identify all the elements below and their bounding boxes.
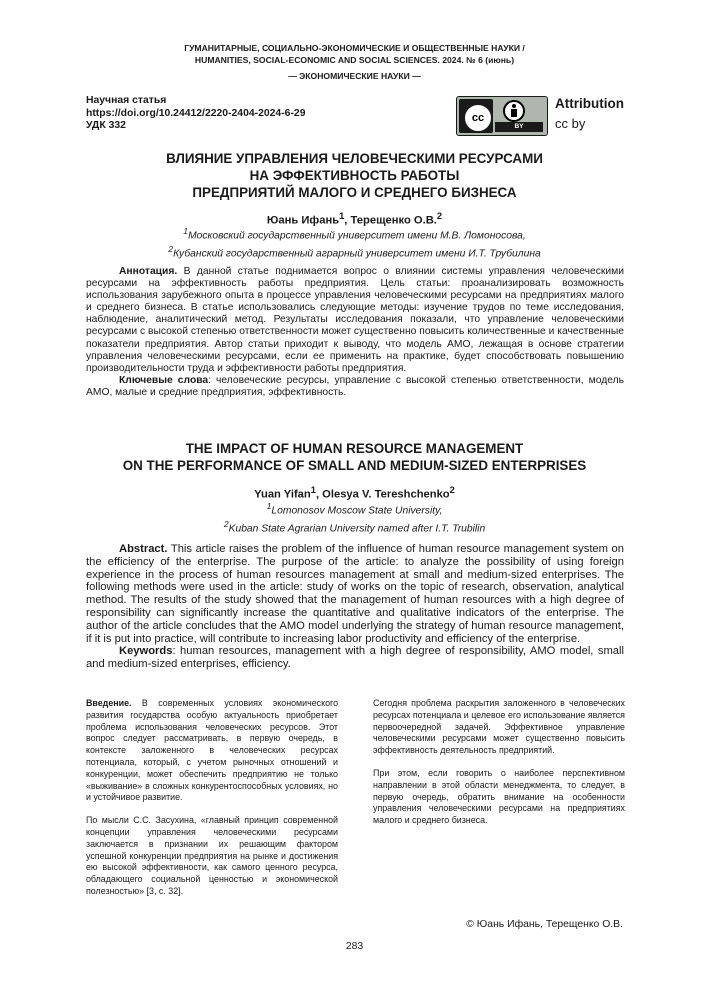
title-ru-line: ПРЕДПРИЯТИЙ МАЛОГО И СРЕДНЕГО БИЗНЕСА: [192, 185, 517, 200]
license-ccby: cc by: [555, 116, 586, 131]
abstract-ru: [86, 266, 624, 399]
journal-header-ru: ГУМАНИТАРНЫЕ, СОЦИАЛЬНО-ЭКОНОМИЧЕСКИЕ И ОБЩЕСТВЕННЫЕ НАУКИ /: [184, 43, 525, 53]
body-column-left: [86, 698, 338, 908]
paragraph: При этом, если говорить о наиболее перспективном направлении в этой области менеджмента, то следует, в первую очередь, обратить внимание на особенности управления человеческими ресурсами на предприятиях малого и среднего бизнеса.: [373, 767, 625, 826]
author-name: Терещенко О.В.: [350, 214, 437, 227]
page-number: 283: [345, 941, 364, 952]
author-name: Yuan Yifan: [254, 488, 311, 501]
title-ru: [0, 150, 709, 201]
affiliation: $^2$Kuban State Agrarian University named after I.T. Trubilin: [223, 519, 486, 535]
paragraph: Введение. В современных условиях экономического развития государства особую актуальность приобретает проблема использования человеческих ресурсов. Этот вопрос следует рассматривать, в первую очередь, в контексте заложенного в человеческих ресурсах потенциала, который, с учетом рыночных отношений и конкуренции, может обеспечить предприятию не только «выживание» в сложных конкурентоспособных условиях, но и устойчивое развитие.: [86, 698, 338, 803]
cc-badge: [459, 99, 493, 133]
by-label: BY: [495, 122, 543, 132]
paragraph: По мысли С.С. Засухина, «главный принцип современной концепции управления человеческими ресурсами заключается в признании их решающим фактором успешной конкуренции предприятия на рынке и достижения ею высокой эффективности, как самого ценного ресурса, обладающего социальной ценностью и экономической полезностью» [3, с. 32].: [86, 815, 338, 896]
abstract-label: Abstract.: [119, 543, 168, 555]
affiliations-ru: [0, 225, 709, 261]
paragraph: Сегодня проблема раскрытия заложенного в человеческих ресурсах потенциала и целевое его использование является первоочередной задачей. Эффективное управление человеческими ресурсами может существенно повысить эффективность деятельность предприятий.: [373, 698, 625, 756]
article-meta: [86, 95, 305, 133]
title-en: [0, 440, 709, 474]
journal-header-en: HUMANITIES, SOCIAL-ECONOMIC AND SOCIAL SCIENCES. 2024. № 6 (июнь): [194, 55, 515, 65]
title-en-line: ON THE PERFORMANCE OF SMALL AND MEDIUM-SIZED ENTERPRISES: [122, 458, 587, 473]
cc-by-icon: [456, 96, 548, 136]
person-icon: [503, 100, 525, 122]
article-type: Научная статья: [86, 95, 167, 106]
abstract-label: Аннотация.: [119, 266, 178, 277]
authors-ru: Юань Ифань$^1$, Терещенко О.В.$^2$: [266, 211, 443, 227]
section-label: — ЭКОНОМИЧЕСКИЕ НАУКИ —: [288, 71, 421, 81]
license-attribution: Attribution: [555, 96, 624, 111]
keywords-text: : человеческие ресурсы, управление с высокой степенью ответственности, модель АМО, малые и средние предприятия, эффективность.: [86, 374, 624, 398]
copyright: © Юань Ифань, Терещенко О.В.: [466, 919, 623, 930]
title-ru-line: ВЛИЯНИЕ УПРАВЛЕНИЯ ЧЕЛОВЕЧЕСКИМИ РЕСУРСАМИ: [166, 151, 543, 166]
author-name: Юань Ифань: [266, 214, 340, 227]
journal-header: [0, 42, 709, 66]
title-ru-line: НА ЭФФЕКТИВНОСТЬ РАБОТЫ: [249, 168, 460, 183]
affiliation: $^1$Lomonosov Moscow State University,: [266, 501, 443, 517]
doi-link[interactable]: https://doi.org/10.24412/2220-2404-2024-6-29: [86, 107, 306, 119]
abstract-en: [86, 543, 624, 671]
abstract-text: В данной статье поднимается вопрос о влиянии системы управления человеческими ресурсами на эффективность работы предприятия. Цель статьи: проанализировать возможность использования зарубежного опыта в процессе управления человеческими ресурсами на предприятиях малого и среднего бизнеса. В статье использовались следующие методы: изучение трудов по теме исследования, наблюдение, аналитический метод. Результаты исследования показали, что управление человеческими ресурсами с высокой степенью ответственности может существенно повысить количественные и качественные показатели предприятия. Автор статьи приходит к выводу, что модель АМО, лежащая в основе стратегии управления человеческими ресурсами, если ее применить на практике, будет способствовать повышению производительности труда и эффективности работы предприятия.: [86, 266, 624, 374]
udk-code: УДК 332: [86, 120, 126, 131]
abstract-text: This article raises the problem of the influence of human resource management system on the efficiency of the enterprise. The purpose of the article: to analyze the possibility of using foreign experience in the process of human resources management at small and medium-sized enterprises. The following methods were used in the article: study of works on the topic of research, observation, analytical method. The results of the study showed that the management of human resources with a high degree of responsibility can significantly increase the quantitative and qualitative indicators of the enterprise. The author of the article concludes that the AMO model underlying the strategy of human resource management, if it is put into practice, will contribute to increasing labor productivity and efficiency of the enterprise.: [86, 543, 624, 645]
keywords-label: Ключевые слова: [119, 374, 209, 386]
keywords-label: Keywords: [119, 645, 173, 658]
affiliation: $^1$Московский государственный университет имени М.В. Ломоносова,: [183, 226, 526, 242]
authors-en: Yuan Yifan$^1$, Olesya V. Tereshchenko$^2$: [254, 485, 455, 501]
title-en-line: THE IMPACT OF HUMAN RESOURCE MANAGEMENT: [185, 441, 524, 456]
author-name: Olesya V. Tereshchenko: [322, 488, 450, 501]
affiliations-en: [0, 500, 709, 536]
keywords-text: : human resources, management with a high degree of responsibility, AMO model, small and medium-sized enterprises, efficiency.: [86, 645, 624, 671]
body-column-right: [373, 698, 625, 908]
affiliation: $^2$Кубанский государственный аграрный университет имени И.Т. Трубилина: [168, 244, 541, 260]
cc-text: cc: [465, 105, 491, 131]
